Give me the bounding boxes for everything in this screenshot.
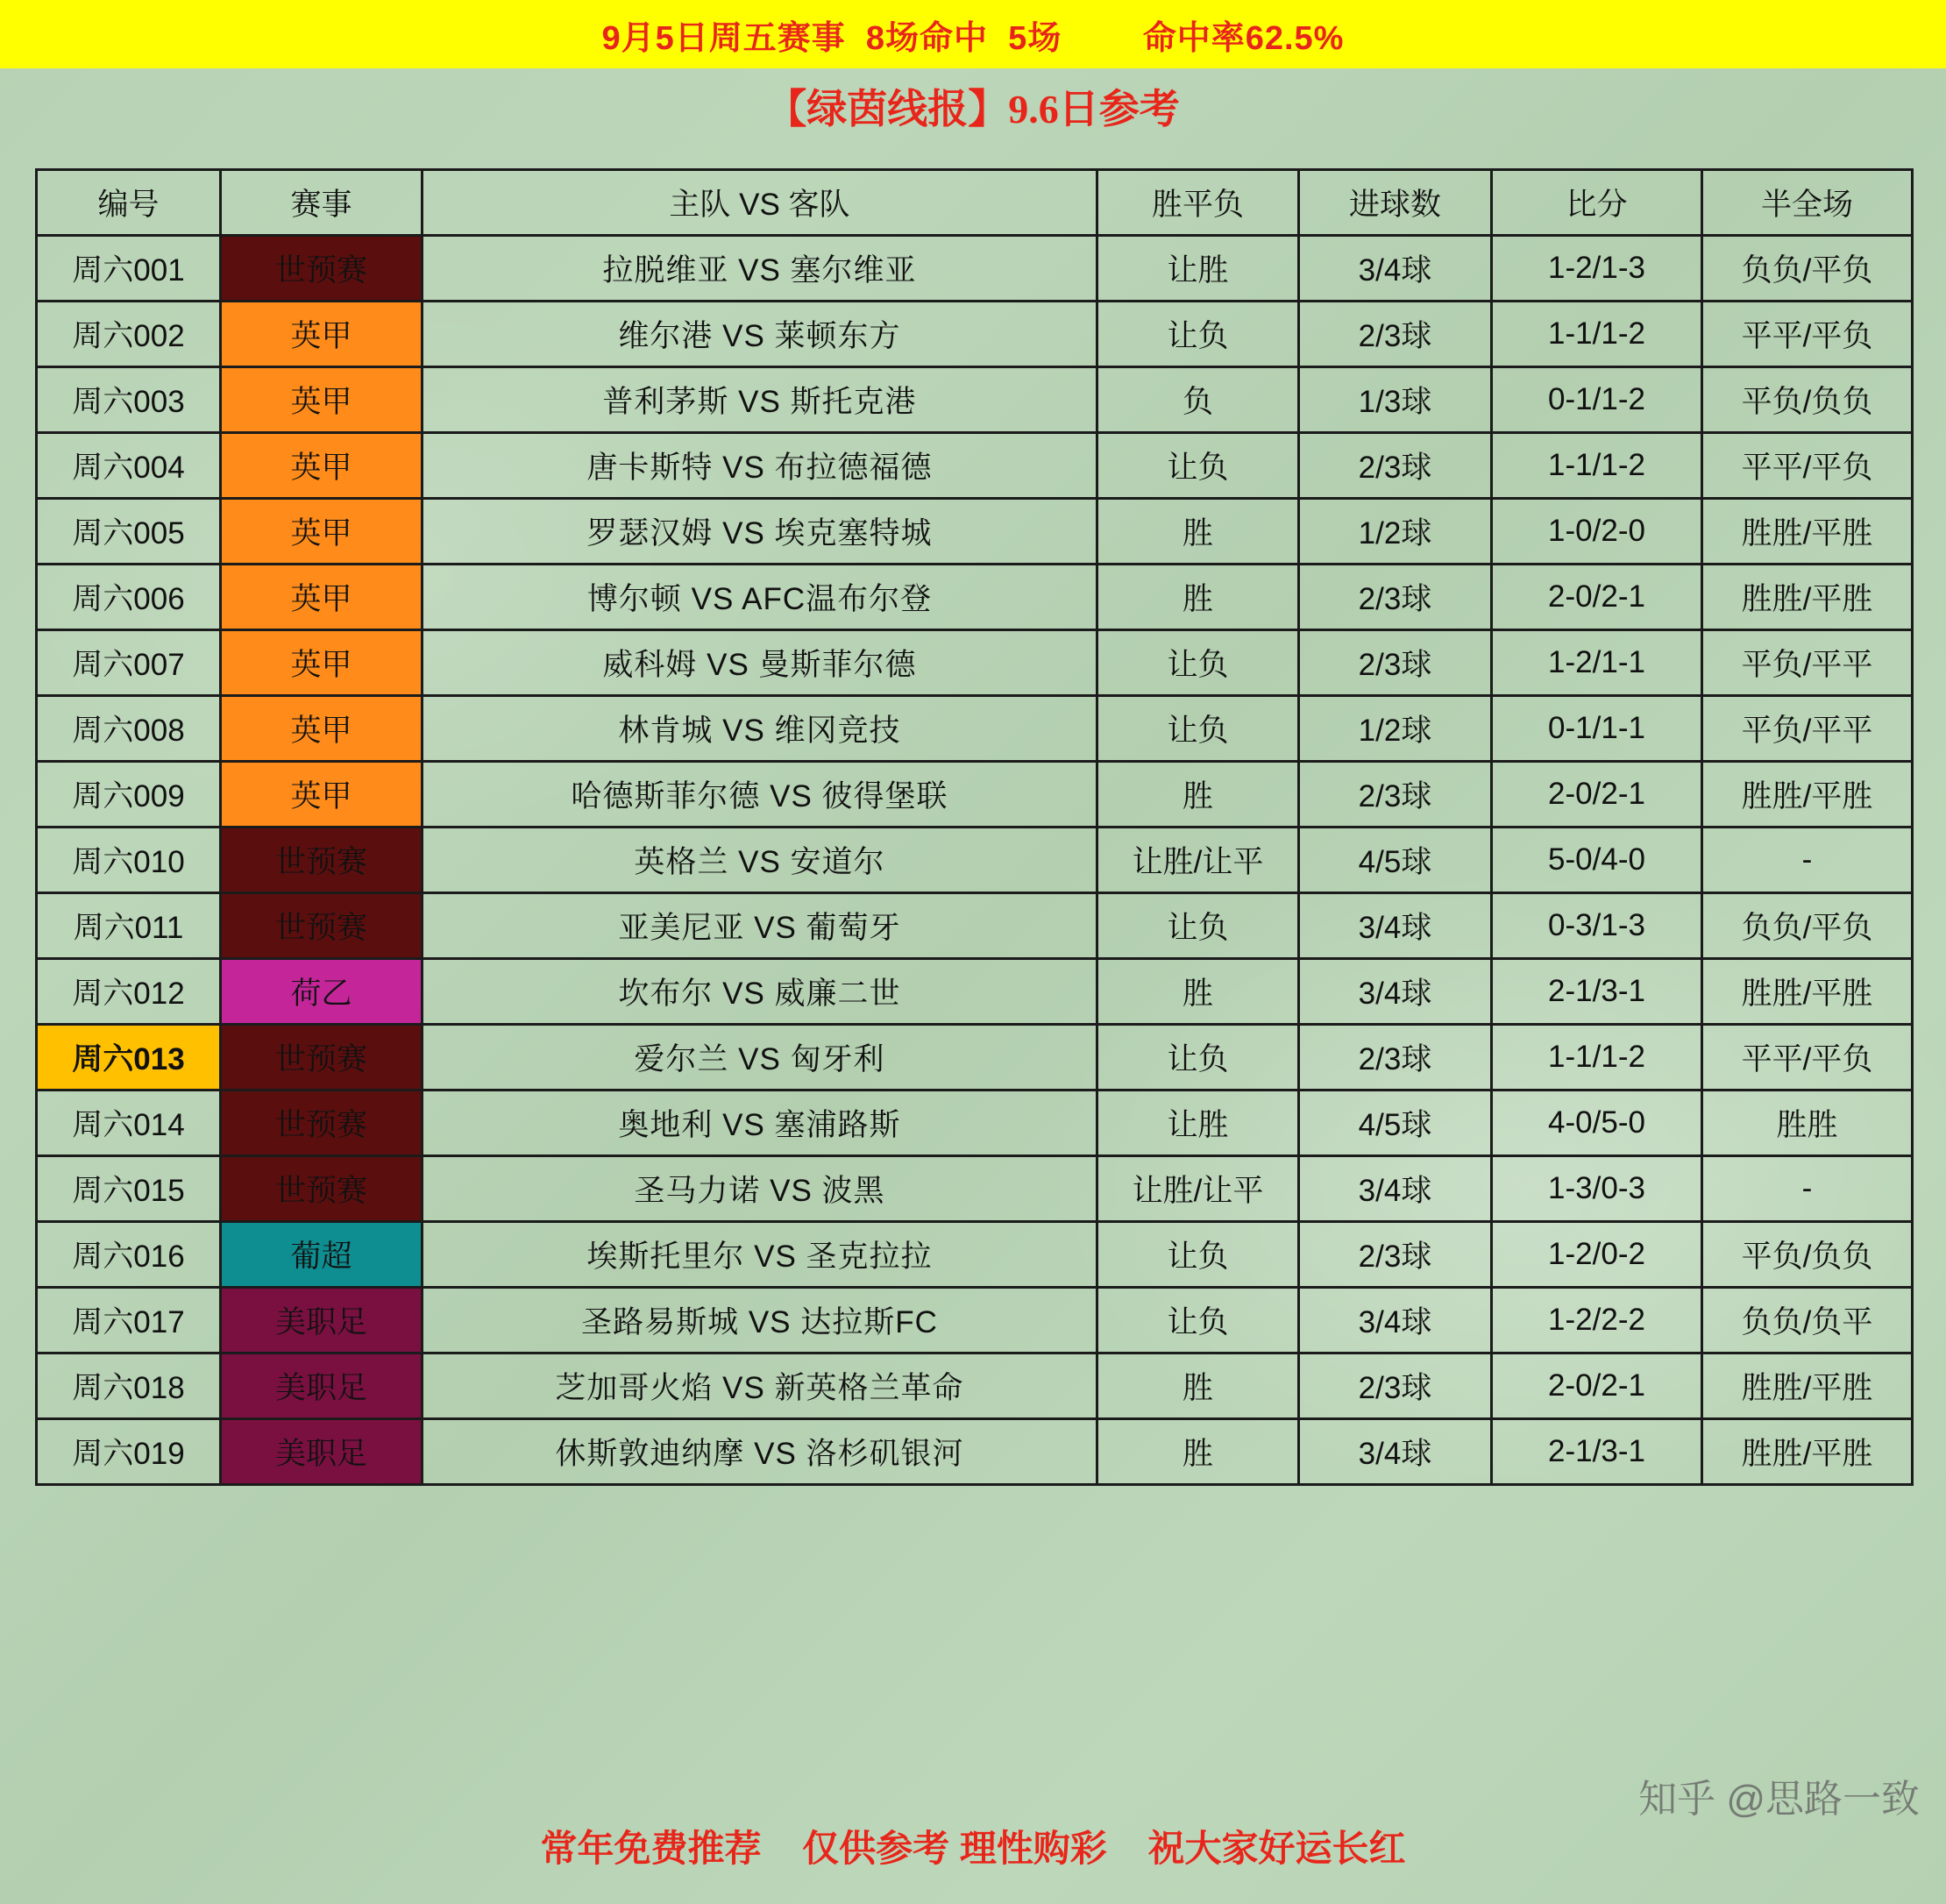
cell-goals: 2/3球	[1299, 1025, 1492, 1091]
cell-teams: 英格兰 VS 安道尔	[423, 828, 1097, 893]
cell-halftime: 胜胜/平胜	[1702, 762, 1913, 828]
cell-league: 英甲	[221, 762, 423, 828]
cell-score: 1-2/0-2	[1492, 1222, 1702, 1288]
cell-teams: 博尔顿 VS AFC温布尔登	[423, 565, 1097, 630]
cell-halftime: 平平/平负	[1702, 1025, 1913, 1091]
cell-halftime: 负负/平负	[1702, 236, 1913, 302]
table-row	[37, 367, 1913, 433]
cell-teams: 爱尔兰 VS 匈牙利	[423, 1025, 1097, 1091]
cell-result: 让负	[1097, 1288, 1299, 1353]
table-row	[37, 565, 1913, 630]
cell-league: 世预赛	[221, 236, 423, 302]
cell-halftime: 胜胜/平胜	[1702, 565, 1913, 630]
header-goals: 进球数	[1299, 170, 1492, 236]
cell-match-id: 周六011	[37, 893, 221, 959]
cell-result: 胜	[1097, 565, 1299, 630]
cell-score: 0-3/1-3	[1492, 893, 1702, 959]
table-row	[37, 236, 1913, 302]
cell-match-id: 周六014	[37, 1091, 221, 1156]
cell-league: 世预赛	[221, 1156, 423, 1222]
cell-league: 英甲	[221, 630, 423, 696]
cell-match-id: 周六018	[37, 1353, 221, 1419]
header-halftime: 半全场	[1702, 170, 1913, 236]
cell-score: 1-2/2-2	[1492, 1288, 1702, 1353]
cell-halftime: -	[1702, 828, 1913, 893]
cell-goals: 3/4球	[1299, 1419, 1492, 1485]
header-result: 胜平负	[1097, 170, 1299, 236]
cell-teams: 罗瑟汉姆 VS 埃克塞特城	[423, 499, 1097, 565]
cell-match-id: 周六013	[37, 1025, 221, 1091]
cell-score: 1-3/0-3	[1492, 1156, 1702, 1222]
cell-score: 2-1/3-1	[1492, 959, 1702, 1025]
header-id: 编号	[37, 170, 221, 236]
table-row	[37, 1156, 1913, 1222]
cell-goals: 2/3球	[1299, 762, 1492, 828]
cell-league: 英甲	[221, 433, 423, 499]
cell-goals: 1/2球	[1299, 499, 1492, 565]
cell-goals: 3/4球	[1299, 959, 1492, 1025]
cell-teams: 休斯敦迪纳摩 VS 洛杉矶银河	[423, 1419, 1097, 1485]
cell-result: 胜	[1097, 762, 1299, 828]
cell-result: 让胜	[1097, 1091, 1299, 1156]
cell-teams: 哈德斯菲尔德 VS 彼得堡联	[423, 762, 1097, 828]
cell-result: 负	[1097, 367, 1299, 433]
cell-halftime: 平负/负负	[1702, 367, 1913, 433]
table-row	[37, 1353, 1913, 1419]
cell-teams: 普利茅斯 VS 斯托克港	[423, 367, 1097, 433]
cell-halftime: 负负/平负	[1702, 893, 1913, 959]
cell-match-id: 周六008	[37, 696, 221, 762]
cell-halftime: 平负/平平	[1702, 696, 1913, 762]
cell-halftime: 胜胜/平胜	[1702, 499, 1913, 565]
table-row	[37, 433, 1913, 499]
cell-match-id: 周六012	[37, 959, 221, 1025]
cell-teams: 林肯城 VS 维冈竞技	[423, 696, 1097, 762]
cell-score: 0-1/1-1	[1492, 696, 1702, 762]
cell-score: 0-1/1-2	[1492, 367, 1702, 433]
footer-note: 常年免费推荐 仅供参考 理性购彩 祝大家好运长红	[540, 1828, 1406, 1869]
cell-match-id: 周六003	[37, 367, 221, 433]
table-row	[37, 630, 1913, 696]
cell-league: 葡超	[221, 1222, 423, 1288]
cell-score: 2-1/3-1	[1492, 1419, 1702, 1485]
cell-halftime: 负负/负平	[1702, 1288, 1913, 1353]
cell-result: 让负	[1097, 696, 1299, 762]
table-row	[37, 1288, 1913, 1353]
cell-halftime: 胜胜	[1702, 1091, 1913, 1156]
cell-result: 让负	[1097, 630, 1299, 696]
cell-goals: 3/4球	[1299, 1156, 1492, 1222]
cell-goals: 2/3球	[1299, 1353, 1492, 1419]
table-row	[37, 893, 1913, 959]
cell-score: 2-0/2-1	[1492, 762, 1702, 828]
table-row	[37, 302, 1913, 367]
cell-result: 让负	[1097, 893, 1299, 959]
cell-score: 1-1/1-2	[1492, 1025, 1702, 1091]
cell-match-id: 周六004	[37, 433, 221, 499]
cell-match-id: 周六015	[37, 1156, 221, 1222]
header-league: 赛事	[221, 170, 423, 236]
cell-goals: 1/2球	[1299, 696, 1492, 762]
cell-score: 5-0/4-0	[1492, 828, 1702, 893]
cell-result: 胜	[1097, 1419, 1299, 1485]
cell-goals: 4/5球	[1299, 1091, 1492, 1156]
page-title: 【绿茵线报】9.6日参考	[766, 87, 1180, 131]
cell-league: 英甲	[221, 565, 423, 630]
cell-teams: 拉脱维亚 VS 塞尔维亚	[423, 236, 1097, 302]
cell-halftime: 平平/平负	[1702, 302, 1913, 367]
table-header-row	[37, 170, 1913, 236]
cell-halftime: 胜胜/平胜	[1702, 1419, 1913, 1485]
cell-goals: 3/4球	[1299, 893, 1492, 959]
cell-league: 英甲	[221, 302, 423, 367]
cell-league: 世预赛	[221, 828, 423, 893]
cell-score: 4-0/5-0	[1492, 1091, 1702, 1156]
table-row	[37, 499, 1913, 565]
cell-match-id: 周六007	[37, 630, 221, 696]
cell-teams: 圣路易斯城 VS 达拉斯FC	[423, 1288, 1097, 1353]
cell-match-id: 周六017	[37, 1288, 221, 1353]
cell-league: 美职足	[221, 1419, 423, 1485]
header-match: 主队 VS 客队	[423, 170, 1097, 236]
header-score: 比分	[1492, 170, 1702, 236]
cell-teams: 维尔港 VS 莱顿东方	[423, 302, 1097, 367]
cell-score: 1-2/1-3	[1492, 236, 1702, 302]
cell-league: 英甲	[221, 696, 423, 762]
cell-score: 1-0/2-0	[1492, 499, 1702, 565]
table-row	[37, 828, 1913, 893]
cell-match-id: 周六019	[37, 1419, 221, 1485]
cell-league: 英甲	[221, 499, 423, 565]
cell-teams: 威科姆 VS 曼斯菲尔德	[423, 630, 1097, 696]
watermark: 知乎 @思路一致	[1638, 1778, 1920, 1821]
cell-teams: 亚美尼亚 VS 葡萄牙	[423, 893, 1097, 959]
cell-goals: 2/3球	[1299, 433, 1492, 499]
cell-halftime: 平负/平平	[1702, 630, 1913, 696]
cell-result: 让胜/让平	[1097, 1156, 1299, 1222]
cell-teams: 圣马力诺 VS 波黑	[423, 1156, 1097, 1222]
cell-result: 胜	[1097, 499, 1299, 565]
cell-result: 胜	[1097, 959, 1299, 1025]
table-row	[37, 762, 1913, 828]
cell-score: 1-1/1-2	[1492, 302, 1702, 367]
cell-result: 让胜	[1097, 236, 1299, 302]
cell-goals: 2/3球	[1299, 565, 1492, 630]
cell-halftime: 平负/负负	[1702, 1222, 1913, 1288]
matches-table	[35, 168, 1914, 1486]
cell-halftime: 平平/平负	[1702, 433, 1913, 499]
cell-league: 美职足	[221, 1288, 423, 1353]
cell-league: 英甲	[221, 367, 423, 433]
top-banner: 9月5日周五赛事 8场命中 5场 命中率62.5%	[0, 0, 1946, 68]
table-body	[37, 236, 1913, 1485]
table-row	[37, 1025, 1913, 1091]
cell-goals: 2/3球	[1299, 1222, 1492, 1288]
cell-match-id: 周六005	[37, 499, 221, 565]
cell-result: 胜	[1097, 1353, 1299, 1419]
cell-match-id: 周六002	[37, 302, 221, 367]
cell-goals: 2/3球	[1299, 302, 1492, 367]
cell-result: 让负	[1097, 433, 1299, 499]
cell-match-id: 周六010	[37, 828, 221, 893]
cell-result: 让负	[1097, 302, 1299, 367]
cell-halftime: -	[1702, 1156, 1913, 1222]
cell-match-id: 周六006	[37, 565, 221, 630]
cell-match-id: 周六009	[37, 762, 221, 828]
cell-result: 让负	[1097, 1025, 1299, 1091]
cell-score: 1-2/1-1	[1492, 630, 1702, 696]
cell-teams: 坎布尔 VS 威廉二世	[423, 959, 1097, 1025]
table-row	[37, 1419, 1913, 1485]
table-row	[37, 1222, 1913, 1288]
cell-league: 世预赛	[221, 893, 423, 959]
cell-league: 世预赛	[221, 1025, 423, 1091]
cell-result: 让负	[1097, 1222, 1299, 1288]
table-row	[37, 959, 1913, 1025]
cell-halftime: 胜胜/平胜	[1702, 959, 1913, 1025]
cell-halftime: 胜胜/平胜	[1702, 1353, 1913, 1419]
cell-match-id: 周六016	[37, 1222, 221, 1288]
cell-score: 2-0/2-1	[1492, 1353, 1702, 1419]
cell-league: 世预赛	[221, 1091, 423, 1156]
cell-teams: 埃斯托里尔 VS 圣克拉拉	[423, 1222, 1097, 1288]
table-row	[37, 1091, 1913, 1156]
table-row	[37, 696, 1913, 762]
cell-score: 1-1/1-2	[1492, 433, 1702, 499]
cell-teams: 芝加哥火焰 VS 新英格兰革命	[423, 1353, 1097, 1419]
cell-goals: 4/5球	[1299, 828, 1492, 893]
cell-match-id: 周六001	[37, 236, 221, 302]
cell-goals: 1/3球	[1299, 367, 1492, 433]
cell-teams: 唐卡斯特 VS 布拉德福德	[423, 433, 1097, 499]
cell-league: 荷乙	[221, 959, 423, 1025]
cell-result: 让胜/让平	[1097, 828, 1299, 893]
cell-teams: 奥地利 VS 塞浦路斯	[423, 1091, 1097, 1156]
cell-goals: 2/3球	[1299, 630, 1492, 696]
cell-league: 美职足	[221, 1353, 423, 1419]
cell-goals: 3/4球	[1299, 1288, 1492, 1353]
cell-goals: 3/4球	[1299, 236, 1492, 302]
cell-score: 2-0/2-1	[1492, 565, 1702, 630]
